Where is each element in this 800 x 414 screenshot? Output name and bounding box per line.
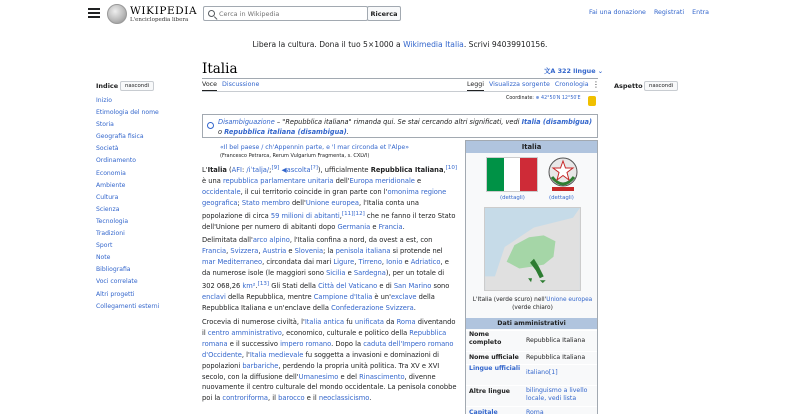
- quote-text[interactable]: «Il bel paese / ch'Appennin parte, e 'l mar circonda et l'Alpe»: [220, 144, 409, 151]
- banner-link[interactable]: Wikimedia Italia: [403, 40, 464, 49]
- language-button[interactable]: 文A 322 lingue ⌄: [544, 67, 604, 75]
- toc-item[interactable]: Inizio: [96, 97, 112, 104]
- repubblica-disambigua-link[interactable]: Repubblica italiana (disambigua): [224, 128, 347, 136]
- search-button[interactable]: Ricerca: [367, 6, 401, 21]
- paragraph-history: Crocevia di numerose civiltà, l'Italia antica fu unificata da Roma diventando il centro amministrativo, economico, culturale e politico della Repubblica romana e il successivo impero romano. Dopo la caduta dell'Impero romano d'Occidente, l'Italia medievale fu soggetta a invasioni e dominazioni di popolazioni barbariche, perdendo la propria unità politica. Tra XV e XVI secolo, con la diffusione dell'Umanesimo e del Rinascimento, divenne nuovamente il centro culturale del mondo occidentale. La penisola conobbe poi la controriforma, il barocco e il neoclassicismo.: [202, 318, 457, 403]
- toc-item[interactable]: Società: [96, 145, 119, 153]
- translate-icon: 文A: [544, 67, 556, 75]
- emblem-details-link[interactable]: (dettagli): [549, 195, 574, 201]
- toc-hide-button[interactable]: nascondi: [120, 81, 154, 91]
- infobox-row: Altre lingue bilinguismo a livello locale, vedi lista: [466, 385, 597, 405]
- toc-item[interactable]: Bibliografia: [96, 266, 131, 274]
- globe-icon: ⊕: [535, 96, 540, 101]
- more-actions-icon[interactable]: ⋮: [592, 80, 600, 89]
- toc-item[interactable]: Ordinamento: [96, 157, 137, 165]
- chevron-down-icon: ⌄: [597, 67, 604, 75]
- main-menu-icon[interactable]: [88, 8, 100, 18]
- title-divider: [202, 78, 598, 79]
- epigraph-quote: [220, 143, 460, 161]
- flag-image[interactable]: [486, 157, 538, 192]
- toc-title: Indice: [96, 82, 119, 90]
- donate-link[interactable]: Fai una donazione: [588, 9, 646, 16]
- toc-item[interactable]: Storia: [96, 121, 114, 129]
- toc-item[interactable]: Altri progetti: [96, 290, 135, 298]
- login-link[interactable]: Entra: [692, 9, 709, 16]
- view-tabs: [467, 81, 594, 88]
- wikipedia-globe-logo[interactable]: [107, 4, 127, 24]
- infobox-row: Nome completo Repubblica Italiana: [466, 330, 597, 350]
- tab-leggi[interactable]: Leggi: [467, 81, 484, 91]
- toc-item[interactable]: Tradizioni: [96, 230, 125, 238]
- infobox-row: Nome ufficiale Repubblica Italiana: [466, 351, 597, 363]
- emblem-image[interactable]: [546, 155, 580, 193]
- toc-item[interactable]: Sport: [96, 242, 113, 250]
- protection-lock-icon[interactable]: [588, 96, 596, 106]
- disambiguation-hatnote: Disambiguazione – "Repubblica italiana" rimanda qui. Se stai cercando altri significati, vedi Italia (disambigua) o Repubblica italiana (disambigua).: [202, 114, 598, 138]
- toc-item[interactable]: Collegamenti esterni: [96, 302, 160, 310]
- paragraph-borders: Delimitata dall'arco alpino, l'Italia confina a nord, da ovest a est, con Francia, Svizzera, Austria e Slovenia; la penisola italiana si protende nel mar Mediterraneo, circondata dai mari Ligure, Tirreno, Ionio e Adriatico, e da numerose isole (le maggiori sono Sicilia e Sardegna), per un totale di 302 068,26 km².[13] Gli Stati della Città del Vaticano e di San Marino sono enclavi della Repubblica, mentre Campione d'Italia è un'exclave della Repubblica Italiana e un'enclave della Confederazione Svizzera.: [202, 236, 450, 312]
- search-box[interactable]: [203, 6, 368, 21]
- toc-item[interactable]: Etimologia del nome: [96, 109, 159, 117]
- tab-discussione[interactable]: Discussione: [222, 81, 260, 88]
- logo-wordmark[interactable]: WIKIPEDIA: [130, 5, 198, 17]
- flag-details-link[interactable]: (dettagli): [500, 195, 525, 201]
- tabs-divider: [202, 91, 598, 92]
- infobox-row: Capitale Roma: [466, 406, 597, 414]
- namespace-tabs: [202, 81, 264, 88]
- search-input[interactable]: [219, 8, 364, 19]
- locator-map[interactable]: [484, 207, 581, 291]
- toc-item[interactable]: Tecnologia: [96, 217, 129, 225]
- coordinates-link[interactable]: 42°50′N 12°50′E: [541, 96, 581, 101]
- toc-item[interactable]: Scienza: [96, 205, 120, 213]
- user-links: [583, 9, 709, 16]
- appearance-hide-button[interactable]: nascondi: [644, 81, 678, 91]
- appearance-title: Aspetto: [614, 82, 643, 90]
- tab-visualizza-sorgente[interactable]: Visualizza sorgente: [489, 81, 550, 88]
- map-caption: L'Italia (verde scuro) nell'Unione europea (verde chiaro): [472, 297, 593, 311]
- toc-item[interactable]: Cultura: [96, 193, 119, 201]
- toc-list: [96, 97, 159, 315]
- eu-link[interactable]: Unione europea: [546, 297, 593, 303]
- infobox-row: Lingue ufficiali italiano[1]: [466, 364, 597, 384]
- toc-item[interactable]: Note: [96, 254, 111, 262]
- infobox: [465, 140, 598, 414]
- page-title: Italia: [202, 61, 238, 77]
- toc-item[interactable]: Voci correlate: [96, 278, 138, 286]
- toc-item[interactable]: Economia: [96, 169, 126, 177]
- disambiguation-link[interactable]: Disambiguazione: [218, 118, 275, 126]
- logo-tagline: L'enciclopedia libera: [130, 17, 189, 23]
- infobox-section-admin: Dati amministrativi: [466, 318, 597, 329]
- site-notice-banner: Libera la cultura. Dona il tuo 5×1000 a Wikimedia Italia. Scrivi 94039910156.: [252, 40, 548, 49]
- search-icon: [208, 10, 215, 17]
- tab-voce[interactable]: Voce: [202, 81, 217, 91]
- coordinates: Coordinate: ⊕ 42°50′N 12°50′E: [506, 96, 581, 101]
- disambiguation-icon: [207, 122, 214, 129]
- italia-disambigua-link[interactable]: Italia (disambigua): [521, 118, 592, 126]
- toc-item[interactable]: Geografia fisica: [96, 133, 144, 141]
- register-link[interactable]: Registrati: [653, 9, 685, 16]
- paragraph-intro: L'Italia (AFI: /iˈtalja/;[9] ◀ascolta[?]), ufficialmente Repubblica Italiana,[10] è una repubblica parlamentare unitaria dell'Europa meridionale e occidentale, il cui territorio coincide in gran parte con l'omonima regione geografica; Stato membro dell'Unione europea, l'Italia conta una popolazione di circa 59 milioni di abitanti,[11][12] che ne fanno il terzo Stato dell'Unione per numero di abitanti dopo Germania e Francia.: [202, 165, 458, 231]
- tab-cronologia[interactable]: Cronologia: [554, 81, 589, 88]
- quote-source: (Francesco Petrarca, Rerum Vulgarium Fragmenta, s. CXLVI): [220, 153, 370, 159]
- toc-item[interactable]: Ambiente: [96, 181, 126, 189]
- infobox-title: Italia: [466, 141, 597, 153]
